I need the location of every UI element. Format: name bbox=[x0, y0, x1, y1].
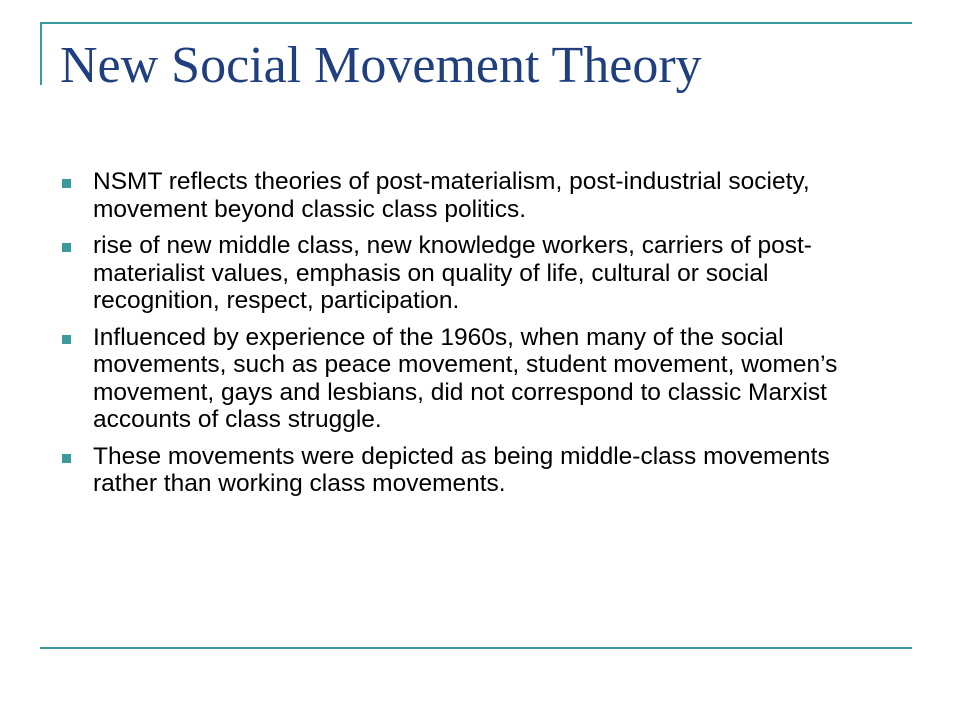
frame-top-line bbox=[40, 22, 912, 24]
square-bullet-icon bbox=[62, 179, 71, 188]
bullet-item bbox=[60, 232, 860, 315]
bullet-item bbox=[60, 168, 860, 223]
bullet-text: rise of new middle class, new knowledge workers, carriers of post-materialist values, emphasis on quality of life, cultural or social recognition, respect, participation. bbox=[93, 232, 812, 314]
bullet-text: NSMT reflects theories of post-materialism, post-industrial society, movement beyond classic class politics. bbox=[93, 168, 810, 223]
bullet-item bbox=[60, 443, 860, 498]
slide-title: New Social Movement Theory bbox=[60, 37, 702, 94]
bullet-list bbox=[60, 168, 860, 507]
square-bullet-icon bbox=[62, 243, 71, 252]
frame-left-line bbox=[40, 22, 42, 85]
bullet-text: Influenced by experience of the 1960s, when many of the social movements, such as peace movement, student movement, women’s movement, gays and lesbians, did not correspond to classic Marxist accounts of class struggle. bbox=[93, 323, 838, 433]
square-bullet-icon bbox=[62, 454, 71, 463]
frame-bottom-line bbox=[40, 647, 912, 649]
bullet-text: These movements were depicted as being middle-class movements rather than working class movements. bbox=[93, 442, 830, 497]
bullet-item bbox=[60, 324, 860, 434]
square-bullet-icon bbox=[62, 335, 71, 344]
